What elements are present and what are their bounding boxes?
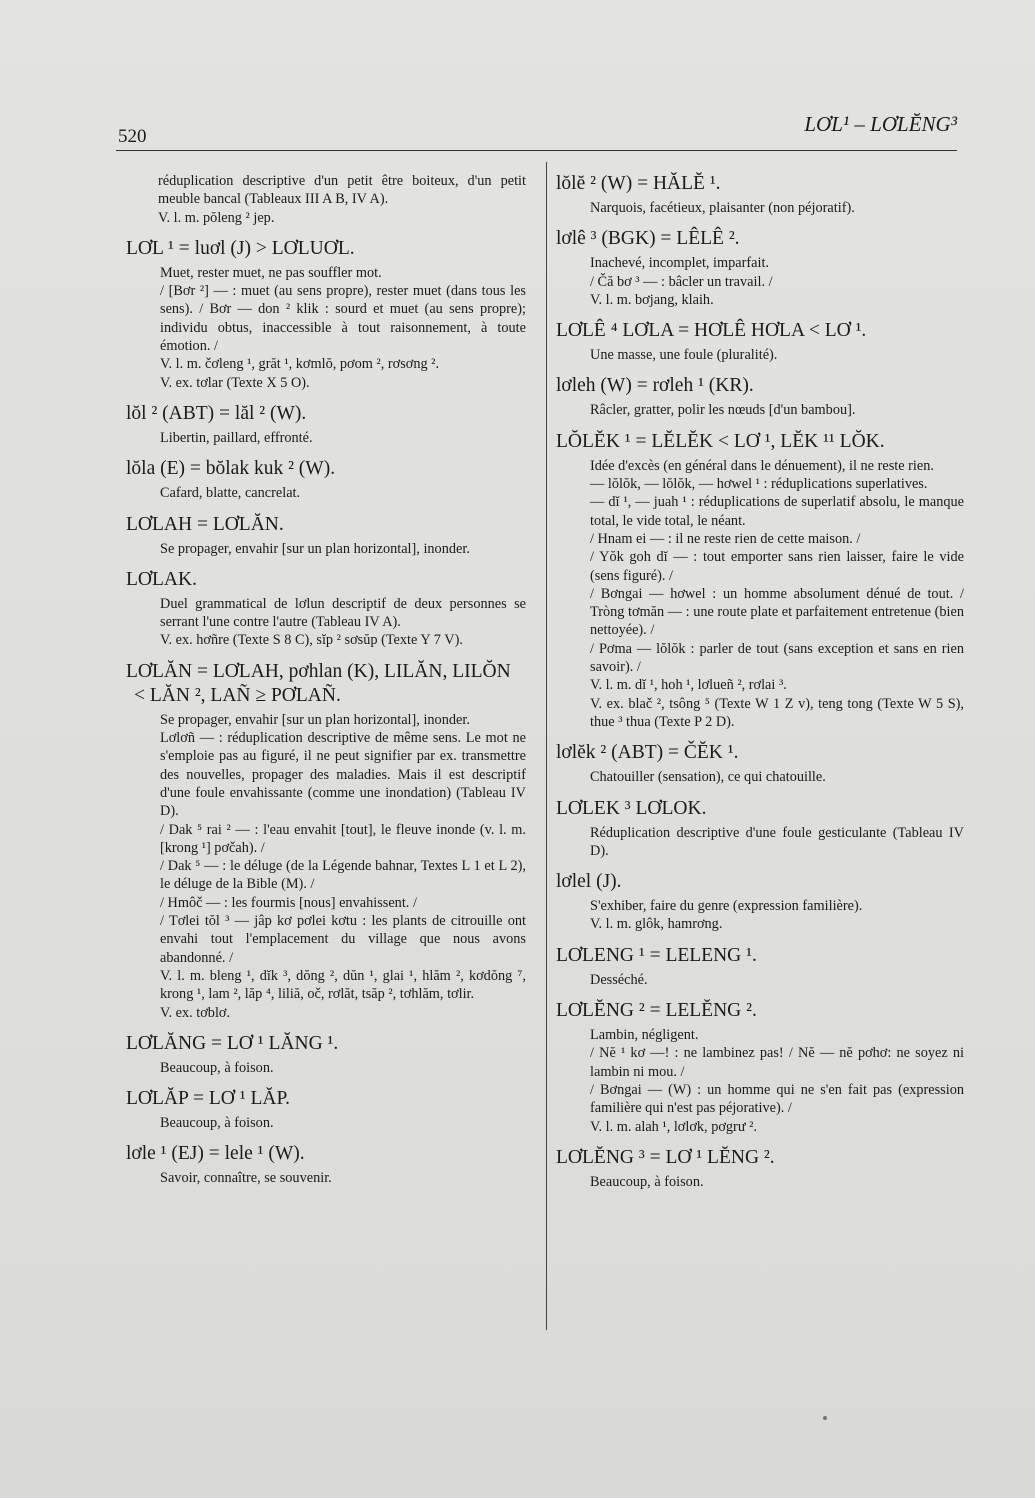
dictionary-entry <box>556 999 964 1136</box>
page-number: 520 <box>118 126 147 147</box>
paper-speck <box>823 1416 827 1420</box>
entry-line: / Dak ⁵ rai ² — : l'eau envahit [tout], le fleuve inonde (v. l. m. [krong ¹] pơčah). / <box>160 821 526 856</box>
dictionary-entry <box>126 513 526 558</box>
entry-body <box>590 254 964 309</box>
dictionary-entry <box>126 1087 526 1132</box>
dictionary-entry <box>126 568 526 650</box>
entry-headword: lơle ¹ (EJ) = lele ¹ (W). <box>126 1143 305 1165</box>
entry-line: V. l. m. pŏleng ² jep. <box>158 209 275 226</box>
dictionary-entry <box>556 172 964 217</box>
entry-line: / [Bơr ²] — : muet (au sens propre), rester muet (dans tous les sens). / Bơr — don ² klik : sourd et muet (au sens propre); individu obtus, inaccessible à tout raisonnement, à toute émotion. / <box>160 283 526 355</box>
entry-body <box>590 971 964 989</box>
entry-line: V. ex. tơlar (Texte X 5 O). <box>160 374 310 391</box>
entry-headword: lŏl ² (ABT) = lăl ² (W). <box>126 402 307 424</box>
entry-line: Se propager, envahir [sur un plan horizontal], inonder. <box>160 711 470 728</box>
dictionary-entry <box>556 374 964 419</box>
entry-line: réduplication descriptive d'un petit être boiteux, d'un petit meuble bancal (Tableaux III A B, IV A). <box>158 173 526 208</box>
dictionary-entry <box>556 319 964 364</box>
left-column <box>126 172 526 1198</box>
entry-line: — dĭ ¹, — juah ¹ : réduplications de superlatif absolu, le manque total, le vide total, le néant. <box>590 494 964 529</box>
entry-headword: LƠLAK. <box>126 568 197 590</box>
dictionary-entry <box>126 402 526 447</box>
entry-line: / Bơngai — hơwel : un homme absolument dénué de tout. / Tròng tơmăn — : une route plate et parfaitement entretenue (bien nettoyée). / <box>590 585 964 639</box>
entry-line: Muet, rester muet, ne pas souffler mot. <box>160 264 382 281</box>
entry-headword: lơlê ³ (BGK) = LÊLÊ ². <box>556 228 740 250</box>
entry-line: Réduplication descriptive d'une foule gesticulante (Tableau IV D). <box>590 824 964 859</box>
entry-body <box>590 768 964 786</box>
entry-body <box>160 540 526 558</box>
dictionary-entry <box>126 1142 526 1187</box>
entry-headword: lŏla (E) = bŏlak kuk ² (W). <box>126 458 336 480</box>
entry-line: / Tơlei tŏl ³ — jâp kơ pơlei kơtu : les plants de citrouille ont envahi tout l'emplacement du village que nous avons abandonné. / <box>160 913 526 966</box>
entry-body <box>590 1173 964 1191</box>
entry-headword: LƠLĂP = LƠ ¹ LĂP. <box>126 1088 290 1110</box>
entry-line: V. l. m. čơleng ¹, grăt ¹, kơmlŏ, pơom ², rơsơng ². <box>160 356 440 373</box>
entry-body <box>160 595 526 650</box>
entry-headword: lŏlĕ ² (W) = HĂLĔ ¹. <box>556 173 721 194</box>
entry-body <box>160 484 526 502</box>
entry-body <box>160 1114 526 1132</box>
entry-line: Desséché. <box>590 971 648 988</box>
entry-body <box>590 824 964 861</box>
entry-line: / Dak ⁵ — : le déluge (de la Légende bahnar, Textes L 1 et L 2), le déluge de la Bible (M). / <box>160 858 526 893</box>
entry-line: Duel grammatical de lơlun descriptif de deux personnes se serrant l'une contre l'autre (Tableau IV A). <box>160 595 526 631</box>
dictionary-entry <box>556 741 964 786</box>
entry-line: Beaucoup, à foison. <box>590 1173 704 1190</box>
running-head: LƠL¹ – LƠLĔNG³ <box>804 112 957 136</box>
entry-body <box>590 897 964 934</box>
entry-body <box>160 1059 526 1077</box>
entry-line: V. ex. blač ², tsông ⁵ (Texte W 1 Z v), teng tong (Texte W 5 S), thue ³ thua (Texte P 2 D). <box>590 695 964 730</box>
entry-headword: lơleh (W) = rơleh ¹ (KR). <box>556 375 754 397</box>
entry-body <box>160 264 526 392</box>
entry-line: Une masse, une foule (pluralité). <box>590 347 778 364</box>
entry-headword: LƠLĂN = LƠLAH, pơhlan (K), LILĂN, LILŎN < LĂN ², LAÑ ≥ PƠLAÑ. <box>126 660 511 706</box>
entry-line: V. l. m. dĭ ¹, hoh ¹, lơlueñ ², rơlai ³. <box>590 677 787 694</box>
entry-headword: LƠLĔNG ³ = LƠ ¹ LĔNG ². <box>556 1146 775 1168</box>
dictionary-entry <box>556 797 964 861</box>
entry-line: / Yŏk goh dĭ — : tout emporter sans rien laisser, faire le vide (sens figuré). / <box>590 549 964 584</box>
entry-line: Râcler, gratter, polir les nœuds [d'un bambou]. <box>590 402 856 419</box>
entry-headword: LŎLĔK ¹ = LĔLĔK < LƠ ¹, LĔK ¹¹ LŎK. <box>556 430 885 452</box>
entry-headword: LƠLENG ¹ = LELENG ¹. <box>556 944 757 966</box>
entry-line: / Hmôč — : les fourmis [nous] envahissent. / <box>160 894 417 911</box>
entry-body <box>160 429 526 447</box>
dictionary-entry <box>126 237 526 392</box>
entry-body <box>590 401 964 419</box>
entry-line: S'exhiber, faire du genre (expression familière). <box>590 898 863 915</box>
entry-headword: LƠLĂNG = LƠ ¹ LĂNG ¹. <box>126 1032 339 1054</box>
entry-line: V. l. m. glôk, hamrơng. <box>590 916 723 933</box>
entry-body <box>590 457 964 731</box>
dictionary-entry <box>126 1032 526 1077</box>
entry-body <box>590 1026 964 1136</box>
column-divider <box>546 162 547 1330</box>
dictionary-entry <box>556 430 964 731</box>
entry-line: V. ex. tơblơ. <box>160 1004 231 1021</box>
entry-line: Inachevé, incomplet, imparfait. <box>590 255 770 272</box>
dictionary-entry <box>126 660 526 1022</box>
dictionary-entry <box>556 1146 964 1191</box>
entry-line: / Bơngai — (W) : un homme qui ne s'en fait pas (expression familière qui n'est pas péjorative). / <box>590 1081 964 1117</box>
entry-line: V. l. m. bơjang, klaih. <box>590 291 714 308</box>
entry-body <box>590 346 964 364</box>
entry-headword: LƠLĔNG ² = LELĔNG ². <box>556 1000 757 1022</box>
dictionary-entry <box>556 870 964 934</box>
entry-line: — lŏlŏk, — lŏlŏk, — hơwel ¹ : réduplications superlatives. <box>590 476 928 493</box>
entry-line: Savoir, connaître, se souvenir. <box>160 1170 332 1187</box>
entry-headword: LƠLAH = LƠLĂN. <box>126 513 284 535</box>
entry-line: Cafard, blatte, cancrelat. <box>160 485 301 502</box>
entry-line: / Pơma — lŏlŏk : parler de tout (sans exception et sans en rien savoir). / <box>590 640 964 676</box>
entry-line: V. l. m. alah ¹, lơlơk, pơgrư ². <box>590 1118 758 1135</box>
entry-headword: LƠLÊ ⁴ LƠLA = HƠLÊ HƠLA < LƠ ¹. <box>556 320 867 342</box>
entry-headword: LƠL ¹ = luơl (J) > LƠLUƠL. <box>126 237 355 259</box>
header-rule <box>116 150 957 151</box>
entry-line: Se propager, envahir [sur un plan horizontal], inonder. <box>160 540 470 557</box>
entry-line: Beaucoup, à foison. <box>160 1115 274 1132</box>
entry-headword: lơlĕk ² (ABT) = ČĔK ¹. <box>556 742 739 764</box>
entry-line: Lambin, négligent. <box>590 1027 699 1044</box>
entry-body <box>590 199 964 217</box>
entry-line: / Čă bơ ³ — : bâcler un travail. / <box>590 273 773 290</box>
entry-body <box>160 711 526 1022</box>
entry-line: V. l. m. bleng ¹, dĭk ³, dŏng ², dŭn ¹, glai ¹, hlăm ², kơdŏng ⁷, krong ¹, lam ², lăp ⁴, liliă, oč, rơlăt, tsăp ², tơhlăm, tơlir. <box>160 967 526 1003</box>
entry-line: / Hnam ei — : il ne reste rien de cette maison. / <box>590 530 861 547</box>
dictionary-entry <box>556 944 964 989</box>
right-column <box>556 172 964 1201</box>
entry-headword: lơlel (J). <box>556 871 622 893</box>
entry-headword: LƠLEK ³ LƠLOK. <box>556 797 707 819</box>
dictionary-entry <box>556 227 964 309</box>
entry-line: / Nĕ ¹ kơ —! : ne lambinez pas! / Nĕ — nĕ pơhơ: ne soyez ni lambin ni mou. / <box>590 1045 964 1080</box>
entry-line: Narquois, facétieux, plaisanter (non péjoratif). <box>590 200 855 216</box>
dictionary-entry <box>126 457 526 502</box>
entry-line: Chatouiller (sensation), ce qui chatouille. <box>590 769 826 786</box>
entry-line: Libertin, paillard, effronté. <box>160 429 313 446</box>
entry-line: Idée d'excès (en général dans le dénuement), il ne reste rien. <box>590 457 934 474</box>
continuation-text <box>158 172 526 227</box>
entry-body <box>160 1169 526 1187</box>
entry-line: V. ex. hơñre (Texte S 8 C), sĭp ² sơsŭp (Texte Y 7 V). <box>160 632 463 649</box>
entry-line: Beaucoup, à foison. <box>160 1059 274 1076</box>
entry-line: Lơlơñ — : réduplication descriptive de même sens. Le mot ne s'emploie pas au figuré, il ne peut signifier par ex. transmettre des nouvelles, propager des maladies. Mais il est descriptif d'une foule envahissante (comme une inondation) (Tableau IV D). <box>160 730 526 820</box>
